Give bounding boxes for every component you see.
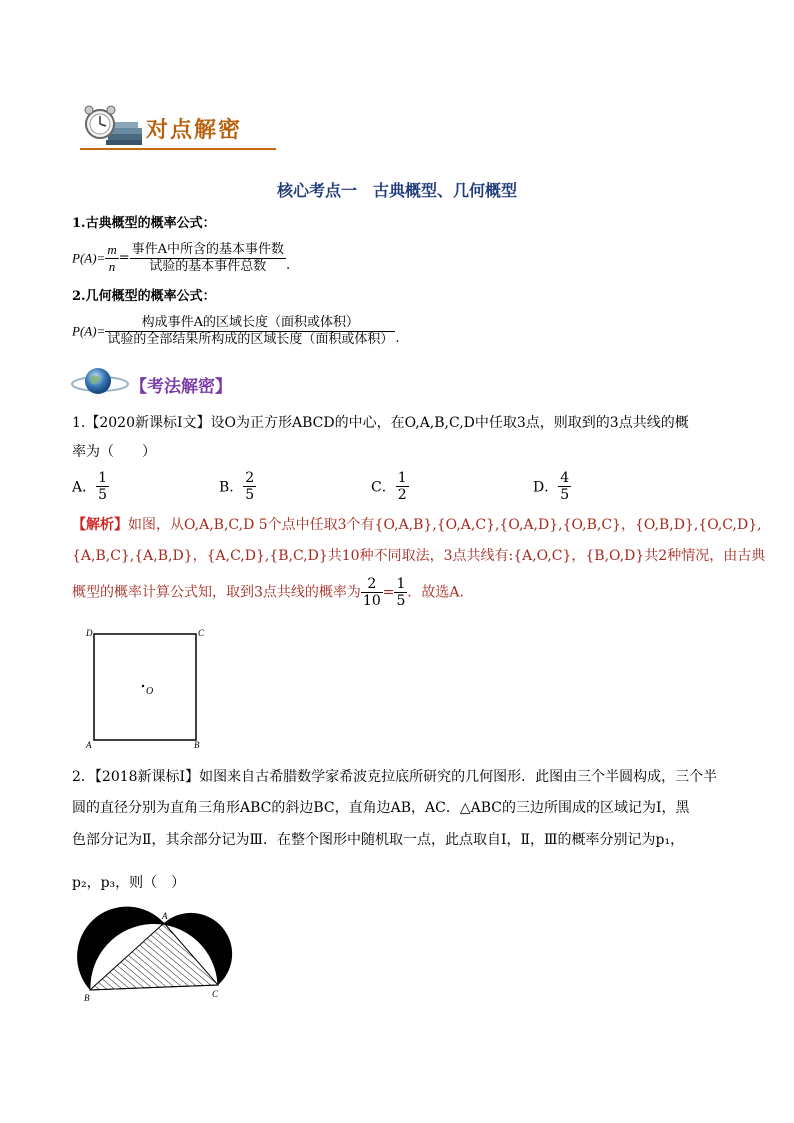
classical-heading: 1.古典概型的概率公式： xyxy=(72,216,216,231)
label-c: C xyxy=(198,628,205,638)
core-title: 核心考点一 古典概型、几何概型 xyxy=(276,181,517,200)
label-o: O xyxy=(146,686,154,697)
q2-stem-line3: 色部分记为Ⅱ，其余部分记为Ⅲ．在整个图形中随机取一点，此点取自Ⅰ，Ⅱ，Ⅲ的概率分别记为p₁， xyxy=(72,832,685,848)
square-abcd xyxy=(94,634,196,740)
label-d: D xyxy=(86,628,93,638)
q2-stem-line4: p₂，p₃，则（ ） xyxy=(72,875,186,891)
clock-books-icon xyxy=(80,102,144,146)
hippocrates-lune-figure xyxy=(76,905,236,1005)
q1-option-c[interactable]: C． $\frac{1}{2}$ xyxy=(371,470,407,503)
q1-solution-line3: 概型的概率计算公式知，取到3点共线的概率为 $\frac{2}{10}$ = $\frac{1}{5}$ ．故选A． xyxy=(72,576,474,609)
kaofa-title: 【考法解密】 xyxy=(130,377,232,397)
label-a: A xyxy=(162,911,168,921)
label-b: B xyxy=(194,740,200,750)
q2-stem-line2: 圆的直径分别为直角三角形ABC的斜边BC，直角边AB，AC．△ABC的三边所围成的区域记为Ⅰ，黑 xyxy=(72,800,690,816)
globe-icon xyxy=(70,364,130,398)
label-c: C xyxy=(212,989,219,999)
geometric-heading: 2.几何概型的概率公式： xyxy=(72,289,216,304)
q1-option-b[interactable]: B． $\frac{2}{5}$ xyxy=(219,470,255,503)
q1-stem-line2: 率为（ ） xyxy=(72,444,156,460)
q1-solution-line2: {A,B,C},{A,B,D}，{A,C,D},{B,C,D}共10种不同取法，3点共线有:{A,O,C}，{B,O,D}共2种情况，由古典 xyxy=(72,548,766,564)
label-b: B xyxy=(84,993,90,1003)
q2-stem-line1: 2．【2018新课标Ⅰ】如图来自古希腊数学家希波克拉底所研究的几何图形．此图由三个半圆构成，三个半 xyxy=(72,769,718,785)
q1-option-d[interactable]: D． $\frac{4}{5}$ xyxy=(533,470,570,503)
q1-solution-line1: 【解析】如图，从O,A,B,C,D 5个点中任取3个有{O,A,B},{O,A,C},{O,A,D},{O,B,C}，{O,B,D},{O,C,D}, xyxy=(72,517,762,533)
banner-title: 对点解密 xyxy=(146,118,243,143)
classical-formula: P(A)= $\frac{m}{n}$ = $\frac{\text{事件A中所含的基本事件数}}{\text{试验的基本事件总数}}$ . xyxy=(72,242,291,274)
q1-option-a[interactable]: A． $\frac{1}{5}$ xyxy=(72,470,108,503)
label-a: A xyxy=(86,740,92,750)
q1-stem-line1: 1.【2020新课标Ⅰ文】设O为正方形ABCD的中心，在O,A,B,C,D中任取3点，则取到的3点共线的概 xyxy=(72,415,689,431)
square-figure xyxy=(84,624,214,754)
center-point-o xyxy=(142,685,144,687)
banner-underline xyxy=(80,148,276,150)
geometric-formula: P(A)= $\frac{\text{构成事件A的区域长度（面积或体积）}}{\text{试验的全部结果所构成的区域长度（面积或体积）}}$ . xyxy=(72,315,400,347)
